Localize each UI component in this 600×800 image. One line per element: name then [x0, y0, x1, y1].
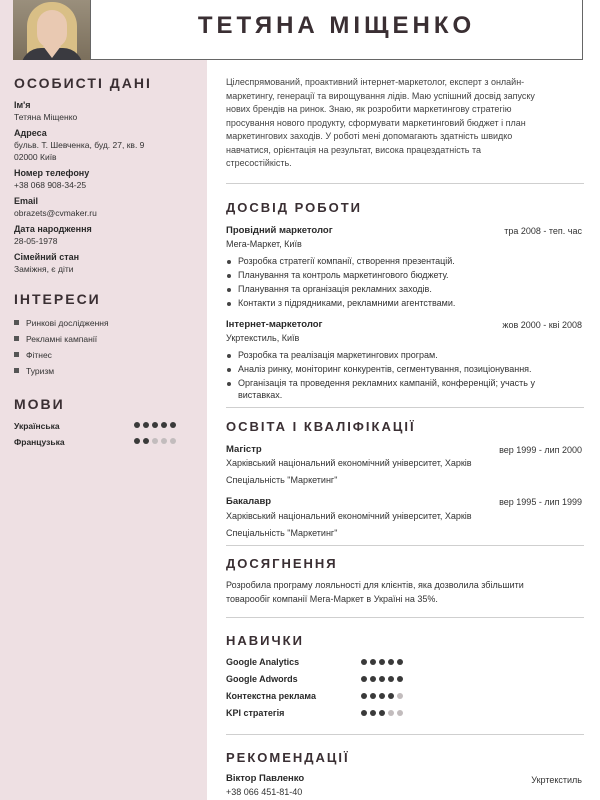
job-bullet: Розробка стратегії компанії, створення презентацій. [238, 255, 578, 268]
field-value: бульв. Т. Шевченка, буд. 27, кв. 9 [14, 140, 145, 150]
section-divider [226, 407, 584, 408]
level-dot-filled [361, 693, 367, 699]
level-dot-filled [397, 659, 403, 665]
degree-title: Магістр [226, 444, 262, 455]
field-label: Email [14, 196, 39, 206]
level-dot-empty [397, 710, 403, 716]
field-label: Номер телефону [14, 168, 90, 178]
skill-level-dots [361, 710, 403, 716]
email-link[interactable]: obrazets@cvmaker.ru [14, 208, 97, 218]
skill-name: Google Adwords [226, 674, 298, 684]
skills-heading: НАВИЧКИ [226, 633, 304, 648]
skill-name: Контекстна реклама [226, 691, 316, 701]
square-bullet-icon [14, 336, 19, 341]
interests-heading: ІНТЕРЕСИ [14, 291, 101, 307]
field-label: Ім'я [14, 100, 31, 110]
school-name: Харківський національний економічний університет, Харків [226, 511, 472, 521]
level-dot-filled [361, 710, 367, 716]
languages-heading: МОВИ [14, 396, 65, 412]
profile-photo [13, 0, 90, 60]
field-value: 02000 Київ [14, 152, 57, 162]
section-divider [226, 183, 584, 184]
skill-level-dots [361, 676, 403, 682]
job-dates: жов 2000 - кві 2008 [502, 320, 582, 330]
experience-heading: ДОСВІД РОБОТИ [226, 200, 362, 215]
job-bullet: Організація та проведення рекламних кампаній, конференцій; участь у [238, 377, 578, 390]
level-dot-empty [152, 438, 158, 444]
level-dot-filled [134, 422, 140, 428]
level-dot-filled [370, 659, 376, 665]
interest-item: Рекламні кампанії [14, 334, 97, 344]
square-bullet-icon [14, 368, 19, 373]
job-title: Провідний маркетолог [226, 225, 333, 236]
job-bullet: Розробка та реалізація маркетингових програм. [238, 349, 578, 362]
level-dot-empty [388, 710, 394, 716]
school-name: Харківський національний економічний університет, Харків [226, 458, 472, 468]
specialty: Спеціальність "Маркетинг" [226, 475, 338, 485]
field-label: Сімейний стан [14, 252, 80, 262]
level-dot-filled [370, 676, 376, 682]
job-bullet: Аналіз ринку, моніторинг конкурентів, сегментування, позиціонування. [238, 363, 578, 376]
specialty: Спеціальність "Маркетинг" [226, 528, 338, 538]
level-dot-filled [388, 693, 394, 699]
level-dot-filled [370, 710, 376, 716]
job-company: Мега-Маркет, Київ [226, 239, 302, 249]
education-dates: вер 1999 - лип 2000 [499, 445, 582, 455]
level-dot-filled [388, 659, 394, 665]
job-bullet: Контакти з підрядниками, рекламними агентствами. [238, 297, 578, 310]
skill-name: Google Analytics [226, 657, 300, 667]
job-dates: тра 2008 - теп. час [504, 226, 582, 236]
level-dot-filled [370, 693, 376, 699]
level-dot-filled [379, 659, 385, 665]
job-bullet-continuation: виставках. [238, 390, 283, 400]
level-dot-filled [379, 693, 385, 699]
references-heading: РЕКОМЕНДАЦІЇ [226, 750, 350, 765]
achievements-heading: ДОСЯГНЕННЯ [226, 556, 338, 571]
level-dot-filled [161, 422, 167, 428]
degree-title: Бакалавр [226, 496, 272, 507]
reference-company: Укртекстиль [531, 775, 582, 785]
level-dot-filled [152, 422, 158, 428]
level-dot-filled [361, 659, 367, 665]
profile-summary: Цілеспрямований, проактивний інтернет-маркетолог, експерт з онлайн- маркетингу, генерації та вирощування лідів. Маю успішний досвід запуску нових брендів на ринок. Знаю, як розробити маркетингову стратегію просування нового продукту, сформувати маркетинговий бюджет і план маркетингових заходів. У роботі мені допомагають здатність швидко навчатися, орієнтація на результат, висока працездатність та стресостійкість. [226, 77, 535, 168]
interest-item: Фітнес [14, 350, 52, 360]
field-value: 28-05-1978 [14, 236, 58, 246]
field-value: Заміжня, є діти [14, 264, 74, 274]
field-label: Адреса [14, 128, 47, 138]
level-dot-filled [379, 710, 385, 716]
language-name: Французька [14, 437, 65, 447]
personal-data-heading: ОСОБИСТІ ДАНІ [14, 75, 152, 91]
skill-name: KPI стратегія [226, 708, 285, 718]
field-value: Тетяна Міщенко [14, 112, 78, 122]
level-dot-empty [161, 438, 167, 444]
job-company: Укртекстиль, Київ [226, 333, 300, 343]
language-level-dots [134, 422, 176, 428]
section-divider [226, 545, 584, 546]
skill-level-dots [361, 659, 403, 665]
level-dot-filled [143, 438, 149, 444]
level-dot-filled [388, 676, 394, 682]
education-heading: ОСВІТА І КВАЛІФІКАЦІЇ [226, 419, 416, 434]
section-divider [226, 617, 584, 618]
level-dot-filled [170, 422, 176, 428]
reference-phone[interactable]: +38 066 451-81-40 [226, 787, 303, 797]
job-bullet: Планування та організація рекламних заходів. [238, 283, 578, 296]
level-dot-filled [361, 676, 367, 682]
interest-item: Ринкові дослідження [14, 318, 109, 328]
reference-name: Віктор Павленко [226, 773, 305, 784]
candidate-name: ТЕТЯНА МІЩЕНКО [197, 12, 476, 39]
education-dates: вер 1995 - лип 1999 [499, 497, 582, 507]
level-dot-filled [379, 676, 385, 682]
square-bullet-icon [14, 320, 19, 325]
job-title: Інтернет-маркетолог [226, 319, 323, 330]
achievement-text: Розробила програму лояльності для клієнтів, яка дозволила збільшити [226, 580, 524, 590]
field-value: +38 068 908-34-25 [14, 180, 87, 190]
level-dot-filled [134, 438, 140, 444]
achievement-text: товарообіг компанії Мега-Маркет в Україні на 35%. [226, 594, 438, 604]
section-divider [226, 734, 584, 735]
level-dot-empty [397, 693, 403, 699]
square-bullet-icon [14, 352, 19, 357]
level-dot-empty [170, 438, 176, 444]
language-level-dots [134, 438, 176, 444]
skill-level-dots [361, 693, 403, 699]
field-label: Дата народження [14, 224, 92, 234]
job-bullet: Планування та контроль маркетингового бюджету. [238, 269, 578, 282]
interest-item: Туризм [14, 366, 54, 376]
level-dot-filled [397, 676, 403, 682]
level-dot-filled [143, 422, 149, 428]
language-name: Українська [14, 421, 60, 431]
